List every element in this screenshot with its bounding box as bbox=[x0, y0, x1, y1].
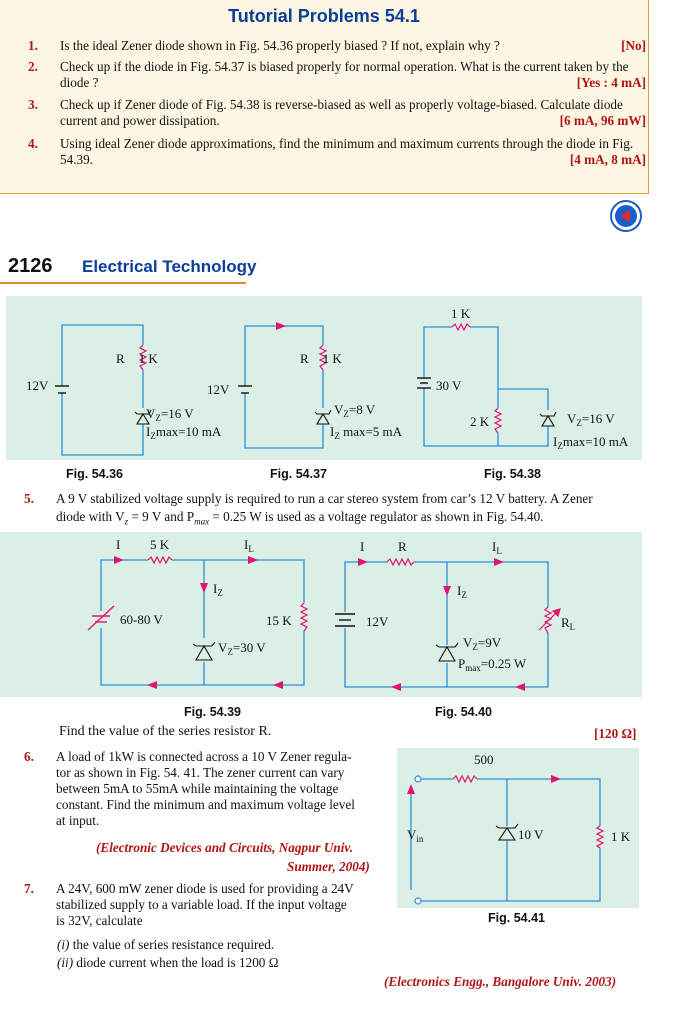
header-rule bbox=[0, 282, 246, 284]
problem-text: Check up if the diode in Fig. 54.37 is biased properly for normal operation. What is the current taken by the diode ? bbox=[60, 59, 629, 90]
find-r-text: Find the value of the series resistor R. bbox=[59, 724, 272, 739]
fig38-source-label: 30 V bbox=[436, 378, 462, 393]
fig37-iz-label: $I_Z$ max=5 mA bbox=[330, 424, 403, 441]
fig-54-40-caption: Fig. 54.40 bbox=[435, 705, 492, 719]
fig41-r-label: 500 bbox=[474, 752, 494, 767]
previous-page-button[interactable] bbox=[610, 200, 642, 232]
problem-5 bbox=[24, 491, 644, 527]
fig40-iz-label: $I_Z$ bbox=[457, 583, 467, 600]
problem-7-part-i: (i) the value of series resistance required. bbox=[57, 937, 275, 952]
problem-3 bbox=[28, 97, 646, 129]
fig40-rl-label: $R_L$ bbox=[561, 615, 576, 632]
problem-number: 2. bbox=[28, 59, 38, 74]
fig38-r2-label: 2 K bbox=[470, 414, 490, 429]
circuits-54-39-54-40 bbox=[0, 532, 676, 697]
fig40-vz-label: $V_Z=9V$ bbox=[463, 635, 502, 652]
problem-7 bbox=[24, 881, 384, 928]
problem-text: Using ideal Zener diode approximations, find the minimum and maximum currents through the diode in Fig. 54.39. bbox=[60, 136, 634, 167]
problem-7-part-ii: (ii) diode current when the load is 1200 Ω bbox=[57, 955, 279, 970]
problem-text: Is the ideal Zener diode shown in Fig. 54.36 properly biased ? If not, explain why ? bbox=[60, 38, 500, 53]
problem-2 bbox=[28, 59, 646, 91]
tutorial-title: Tutorial Problems 54.1 bbox=[228, 6, 420, 26]
problem-number: 6. bbox=[24, 749, 34, 764]
problem-number: 4. bbox=[28, 136, 38, 151]
fig39-iz-label: $I_Z$ bbox=[213, 581, 223, 598]
fig40-i-label: I bbox=[360, 539, 365, 554]
fig40-il-label: $I_L$ bbox=[492, 539, 502, 556]
problem-6-source-1: (Electronic Devices and Circuits, Nagpur Univ. bbox=[96, 840, 354, 855]
fig41-vz-label: 10 V bbox=[518, 827, 544, 842]
circuit-54-41 bbox=[397, 748, 642, 910]
fig-54-36-caption: Fig. 54.36 bbox=[66, 467, 123, 481]
fig37-vz-label: $V_Z=8$ V bbox=[334, 402, 376, 419]
fig40-p-label: $P_{max}=0.25$ W bbox=[458, 656, 527, 673]
fig36-iz-label: $I_Z\max=10$ mA bbox=[146, 424, 222, 441]
fig39-il-label: $I_L$ bbox=[244, 537, 254, 554]
previous-arrow-icon bbox=[615, 205, 637, 227]
problem-answer: [Yes : 4 mA] bbox=[576, 75, 646, 90]
problem-number: 5. bbox=[24, 491, 34, 506]
problem-number: 7. bbox=[24, 881, 34, 896]
problem-number: 3. bbox=[28, 97, 38, 112]
problem-4 bbox=[28, 136, 646, 168]
problem-text: Check up if Zener diode of Fig. 54.38 is reverse-biased as well as properly voltage-biased. Calculate diode current and power dissipation. bbox=[60, 97, 623, 128]
fig39-i-label: I bbox=[116, 537, 121, 552]
problem-5-line-2: diode with $V_z = 9$ V and $P_{max} = 0.25$ W is used as a voltage regulator as shown in Fig. 54.40. bbox=[56, 509, 544, 527]
fig-54-41-caption: Fig. 54.41 bbox=[488, 911, 545, 925]
fig40-r-label: R bbox=[398, 539, 407, 554]
fig37-source-label: 12V bbox=[207, 382, 230, 397]
page-number: 2126 bbox=[8, 255, 53, 277]
fig38-vz-label: $V_Z=16$ V bbox=[567, 411, 615, 428]
fig40-source-label: 12V bbox=[366, 614, 389, 629]
fig37-resistor-label: R 1 K bbox=[300, 351, 342, 366]
problem-answer: [6 mA, 96 mW] bbox=[559, 113, 646, 128]
fig-54-37-caption: Fig. 54.37 bbox=[270, 467, 327, 481]
find-r-answer: [120 Ω] bbox=[594, 726, 637, 741]
problem-6-text: A load of 1kW is connected across a 10 V Zener regula- tor as shown in Fig. 54. 41. The zener current can vary between 5mA to 55mA while maintaining the voltage constant. Find the minimum and maximum voltage level at input. bbox=[56, 749, 355, 828]
problem-answer: [No] bbox=[621, 38, 646, 53]
fig36-vz-label: $V_Z=16$ V bbox=[146, 406, 194, 423]
circuits-54-36-to-38 bbox=[0, 290, 676, 465]
problem-1 bbox=[28, 38, 646, 54]
fig39-source-label: 60-80 V bbox=[120, 612, 163, 627]
fig39-vz-label: $V_Z=30$ V bbox=[218, 640, 266, 657]
fig38-iz-label: $I_Z\max=10$ mA bbox=[553, 434, 629, 451]
fig38-resistor-label: 1 K bbox=[451, 306, 471, 321]
book-title: Electrical Technology bbox=[82, 257, 257, 276]
fig41-vin-label: $V_{in}$ bbox=[407, 827, 424, 844]
problem-6-source-2: Summer, 2004) bbox=[287, 859, 370, 874]
problem-7-text: A 24V, 600 mW zener diode is used for providing a 24V stabilized supply to a variable load. If the input voltage is 32V, calculate bbox=[56, 881, 354, 928]
problem-5-line-1: A 9 V stabilized voltage supply is required to run a car stereo system from car’s 12 V battery. A Zener bbox=[56, 491, 593, 506]
fig36-resistor-label: R 1 K bbox=[116, 351, 158, 366]
fig-54-38-caption: Fig. 54.38 bbox=[484, 467, 541, 481]
problem-number: 1. bbox=[28, 38, 38, 53]
fig-54-39-caption: Fig. 54.39 bbox=[184, 705, 241, 719]
fig36-source-label: 12V bbox=[26, 378, 49, 393]
problem-6 bbox=[24, 749, 384, 828]
fig39-load-label: 15 K bbox=[266, 613, 292, 628]
problem-answer: [4 mA, 8 mA] bbox=[569, 152, 646, 167]
fig39-r-label: 5 K bbox=[150, 537, 170, 552]
problem-7-source: (Electronics Engg., Bangalore Univ. 2003) bbox=[384, 974, 617, 989]
fig41-load-label: 1 K bbox=[611, 829, 631, 844]
